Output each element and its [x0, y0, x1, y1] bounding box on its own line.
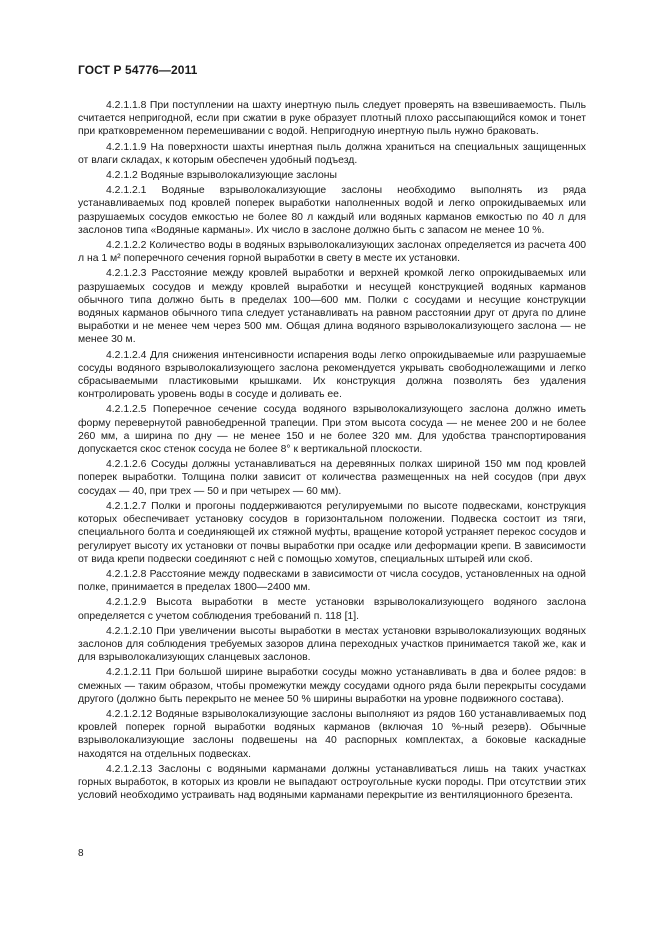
paragraph-4-2-1-2-12: 4.2.1.2.12 Водяные взрыволокализующие заслоны выполняют из рядов 160 устанавливаемых под кровлей поперек горной выработки водяных карманов (включая 10 %-ный резерв). Обычные взрыволокализующие заслоны подвешены на 40 распорных комплектах, а боковые каскадные находятся на отдельных подвесках. [78, 708, 586, 760]
paragraph-4-2-1-2-7: 4.2.1.2.7 Полки и прогоны поддерживаются регулируемыми по высоте подвесками, конструкция которых обеспечивает установку сосудов в горизонтальном положении. Подвеска состоит из тяги, специального болта и соединяющей их стяжной муфты, вращение которой устраняет перекос сосудов и регулирует высоту их установки от почвы выработки при осадке или деформации крепи. В зависимости от вида крепи подвески соединяют с ней с помощью хомутов, специальных штырей или скоб. [78, 500, 586, 565]
section-heading-4-2-1-2: 4.2.1.2 Водяные взрыволокализующие заслоны [106, 170, 338, 182]
paragraph-4-2-1-2-3: 4.2.1.2.3 Расстояние между кровлей выработки и верхней кромкой легко опрокидываемых или разрушаемых сосудов и между кровлей выработки и несущей конструкцией водяных карманов обычного типа должно быть в пределах 100—600 мм. Полки с сосудами и несущие конструкции водяных карманов обычного типа следует устанавливать на равном расстоянии друг от друга по длине выработки и не менее чем через 500 мм. Общая длина водяного взрыволокализующего заслона — не менее 30 м. [78, 268, 586, 346]
paragraph-4-2-1-2-11: 4.2.1.2.11 При большой ширине выработки сосуды можно устанавливать в два и более рядов: в смежных — таким образом, чтобы промежутки между сосудами одного ряда были перекрыты сосудами другого (должно быть перекрыто не менее 50 % ширины выработки на уровне подвижного состава). [78, 667, 586, 705]
paragraph-4-2-1-2-4: 4.2.1.2.4 Для снижения интенсивности испарения воды легко опрокидываемые или разрушаемые сосуды водяного взрыволокализующего заслона рекомендуется укрывать свободнолежащими и легко сбрасываемыми пластиковыми крышками. Их конструкция должна позволять без удаления контролировать уровень воды в сосуде и доливать ее. [78, 349, 586, 401]
paragraph-4-2-1-2-1: 4.2.1.2.1 Водяные взрыволокализующие заслоны необходимо выполнять из ряда устанавливаемых под кровлей поперек выработки наполненных водой и легко опрокидываемых или разрушаемых сосудов емкостью не более 80 л каждый или водяных карманов емкостью по 40 л для заслонов типа «Водяные карманы». Их число в заслоне должно быть с запасом не менее 10 %. [78, 185, 586, 236]
paragraph-4-2-1-2-8: 4.2.1.2.8 Расстояние между подвесками в зависимости от числа сосудов, установленных на одной полке, принимается в пределах 1800—2400 мм. [78, 568, 586, 594]
page-number: 8 [78, 848, 84, 859]
document-header: ГОСТ Р 54776—2011 [78, 63, 198, 77]
paragraph-4-2-1-2-13: 4.2.1.2.13 Заслоны с водяными карманами должны устанавливаться лишь на таких участках горных выработок, в которых из кровли не выпадают остроугольные куски породы. При отсутствии этих условий необходимо устраивать над водяными карманами перекрытие из вентиляционного брезента. [78, 763, 586, 802]
paragraph-4-2-1-2-9: 4.2.1.2.9 Высота выработки в месте установки взрыволокализующего водяного заслона определяется с учетом соблюдения требований п. 118 [1]. [78, 597, 586, 622]
paragraph-4-2-1-2-10: 4.2.1.2.10 При увеличении высоты выработки в местах установки взрыволокализующих водяных заслонов для соблюдения требуемых зазоров длина переходных участков принимается такой же, как и для взрыволокализующих сланцевых заслонов. [78, 625, 586, 664]
paragraph-4-2-1-1-9: 4.2.1.1.9 На поверхности шахты инертная пыль должна храниться на специальных защищенных от влаги складах, к которым обеспечен удобный подъезд. [78, 141, 586, 166]
document-body [78, 99, 586, 804]
paragraph-4-2-1-1-8: 4.2.1.1.8 При поступлении на шахту инертную пыль следует проверять на взвешиваемость. Пыль считается непригодной, если при сжатии в руке образует плотный плохо рассыпающийся комок и тонет при кратковременном перемешивании с водой. Непригодную инертную пыль нужно браковать. [78, 100, 586, 138]
paragraph-4-2-1-2-5: 4.2.1.2.5 Поперечное сечение сосуда водяного взрыволокализующего заслона должно иметь форму перевернутой равнобедренной трапеции. При этом высота сосуда — не менее 200 и не более 260 мм, а ширина по дну — не менее 150 и не более 320 мм. Для удобства транспортирования допускается скос стенок сосуда не более 8° к вертикальной плоскости. [78, 404, 586, 456]
paragraph-4-2-1-2-6: 4.2.1.2.6 Сосуды должны устанавливаться на деревянных полках шириной 150 мм под кровлей поперек выработки. Толщина полки зависит от количества размещенных на ней сосудов (при двух сосудах — 40, при трех — 50 и при четырех — 60 мм). [78, 459, 586, 497]
paragraph-4-2-1-2-2: 4.2.1.2.2 Количество воды в водяных взрыволокализующих заслонах определяется из расчета 400 л на 1 м² поперечного сечения горной выработки в свету в месте их установки. [78, 240, 586, 265]
